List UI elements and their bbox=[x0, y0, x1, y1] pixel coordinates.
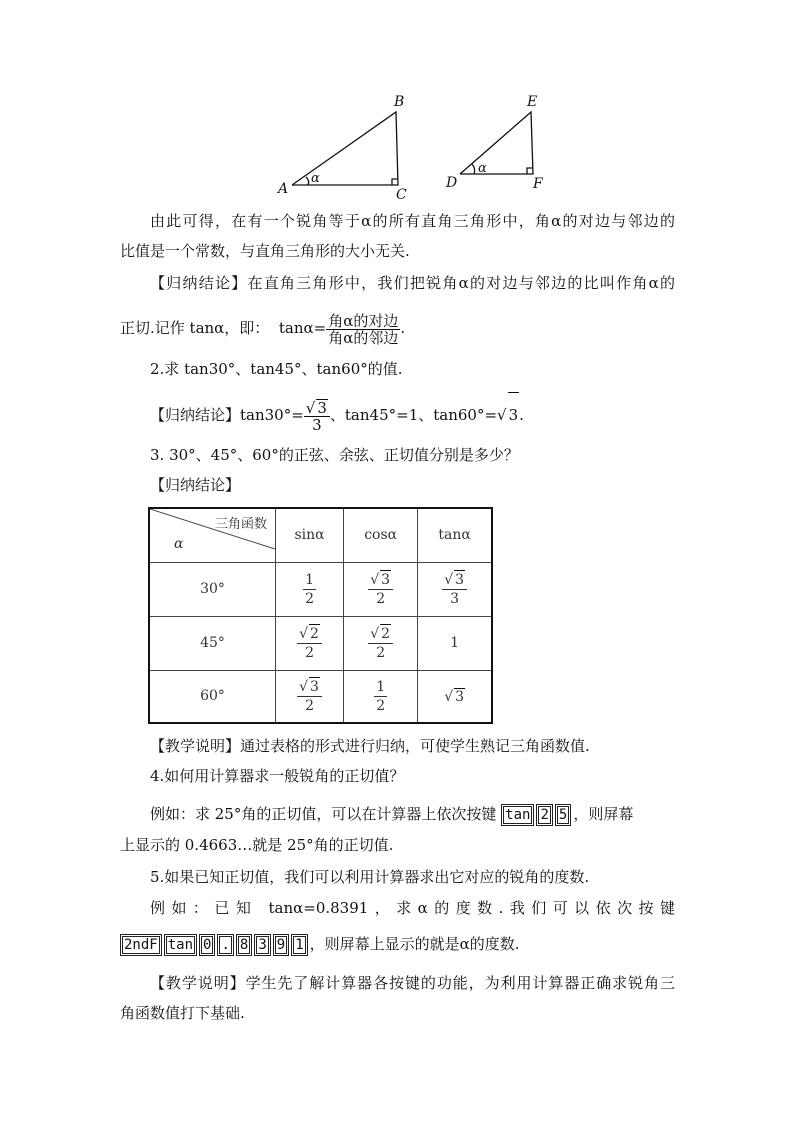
key-1[interactable]: 1 bbox=[291, 934, 307, 956]
question-2: 2.求 tan30°、tan45°、tan60°的值. bbox=[150, 360, 403, 378]
right-angle-f bbox=[527, 168, 533, 174]
para-conclusion-1b: 比值是一个常数，与直角三角形的大小无关. bbox=[120, 242, 410, 260]
teaching-note-2: 【教学说明】学生先了解计算器各按键的功能，为利用计算器正确求锐角三 bbox=[150, 974, 675, 992]
key-0[interactable]: 0 bbox=[199, 934, 215, 956]
conclusion-2: 【归纳结论】tan30°= $\frac{√ 3}{3}$ 、tan45°=1、tan60°=√ 3. bbox=[150, 392, 705, 436]
key-2[interactable]: 2 bbox=[536, 804, 552, 826]
example-1-suffix: ，则屏幕 bbox=[573, 805, 634, 823]
para-conclusion-1: 由此可得，在有一个锐角等于α的所有直角三角形中，角α的对边与邻边的 bbox=[150, 212, 675, 230]
tangent-definition-line bbox=[120, 306, 675, 350]
table-corner-cell bbox=[149, 508, 276, 562]
sin30-cell: $\frac{1}{2}$ bbox=[276, 562, 344, 616]
triangle-def bbox=[460, 112, 533, 174]
header-cos: cosα bbox=[344, 508, 418, 562]
teaching-note-1: 【教学说明】通过表格的形式进行归纳，可使学生熟记三角函数值. bbox=[150, 737, 590, 755]
cos60-cell: $\frac{1}{2}$ bbox=[344, 670, 418, 723]
tan45-cell: 1 bbox=[418, 616, 492, 670]
right-angle-c bbox=[392, 179, 398, 185]
example-1-prefix: 例如：求 25°角的正切值，可以在计算器上依次按键 bbox=[150, 805, 497, 823]
cos30-cell: $\frac{√ 3}{2}$ bbox=[344, 562, 418, 616]
label-a: A bbox=[278, 181, 289, 197]
formula-lhs: tanα= bbox=[278, 319, 327, 337]
conclusion-2-end: . bbox=[519, 406, 524, 424]
triangle-figure bbox=[270, 90, 560, 202]
key-5[interactable]: 5 bbox=[555, 804, 571, 826]
sin45-cell: $\frac{√ 2}{2}$ bbox=[276, 616, 344, 670]
key-2ndf[interactable]: 2ndF bbox=[120, 934, 162, 956]
key-tan[interactable]: tan bbox=[164, 934, 197, 956]
tan30-num: 3 bbox=[317, 399, 327, 417]
triangle-abc bbox=[292, 112, 398, 185]
conclusion-2-mid: 、tan45°=1、tan60°= bbox=[329, 406, 498, 424]
label-alpha-2: α bbox=[478, 161, 487, 176]
conclusion-3-heading: 【归纳结论】 bbox=[150, 476, 241, 494]
key-dot[interactable]: . bbox=[217, 934, 233, 956]
example-1 bbox=[150, 801, 705, 827]
trig-value-table bbox=[148, 507, 493, 724]
key-8[interactable]: 8 bbox=[236, 934, 252, 956]
tan30-cell: $\frac{√ 3}{3}$ bbox=[418, 562, 492, 616]
example-2-keys-line bbox=[120, 931, 675, 957]
angle-cell: 45° bbox=[149, 616, 276, 670]
angle-arc-d bbox=[472, 164, 475, 174]
question-3: 3. 30°、45°、60°的正弦、余弦、正切值分别是多少？ bbox=[150, 446, 519, 464]
corner-header-functions: 三角函数 bbox=[214, 517, 267, 532]
corner-header-alpha: α bbox=[174, 535, 184, 552]
tan30-den: 3 bbox=[312, 416, 322, 434]
label-c: C bbox=[396, 187, 407, 202]
formula-denominator: 角α的邻边 bbox=[328, 328, 399, 347]
label-f: F bbox=[533, 176, 543, 192]
tan30-fraction: $\frac{√ 3}{3}$ bbox=[304, 399, 330, 433]
example-1-line2: 上显示的 0.4663…就是 25°角的正切值. bbox=[120, 836, 394, 854]
teaching-note-2b: 角函数值打下基础. bbox=[120, 1004, 245, 1022]
header-sin: sinα bbox=[276, 508, 344, 562]
table-row bbox=[149, 670, 492, 723]
formula-end: . bbox=[400, 319, 406, 337]
tangent-ratio-fraction bbox=[326, 313, 400, 346]
table-row bbox=[149, 562, 492, 616]
label-e: E bbox=[527, 94, 538, 110]
key-9[interactable]: 9 bbox=[273, 934, 289, 956]
example-2-line1: 例如：已知 tanα=0.8391，求α的度数.我们可以依次按键 bbox=[150, 899, 675, 917]
formula-numerator: 角α的对边 bbox=[328, 311, 399, 330]
key-tan[interactable]: tan bbox=[501, 804, 534, 826]
key-3[interactable]: 3 bbox=[254, 934, 270, 956]
angle-arc-a bbox=[306, 177, 309, 185]
question-4: 4.如何用计算器求一般锐角的正切值？ bbox=[150, 767, 405, 785]
example-2-suffix: ，则屏幕上显示的就是α的度数. bbox=[309, 935, 520, 953]
para-definition: 【归纳结论】在直角三角形中，我们把锐角α的对边与邻边的比叫作角α的 bbox=[150, 274, 675, 292]
cos45-cell: $\frac{√ 2}{2}$ bbox=[344, 616, 418, 670]
angle-cell: 30° bbox=[149, 562, 276, 616]
sin60-cell: $\frac{√ 3}{2}$ bbox=[276, 670, 344, 723]
header-tan: tanα bbox=[418, 508, 492, 562]
table-row bbox=[149, 616, 492, 670]
definition-prefix: 正切.记作 tanα，即： bbox=[120, 319, 270, 337]
angle-cell: 60° bbox=[149, 670, 276, 723]
tan60-rad: 3 bbox=[508, 392, 520, 437]
tan60-cell: √ 3 bbox=[418, 670, 492, 723]
conclusion-2-prefix: 【归纳结论】tan30°= bbox=[150, 406, 304, 424]
question-5: 5.如果已知正切值，我们可以利用计算器求出它对应的锐角的度数. bbox=[150, 868, 590, 886]
label-b: B bbox=[394, 94, 405, 110]
label-alpha-1: α bbox=[311, 171, 320, 186]
label-d: D bbox=[446, 175, 458, 191]
